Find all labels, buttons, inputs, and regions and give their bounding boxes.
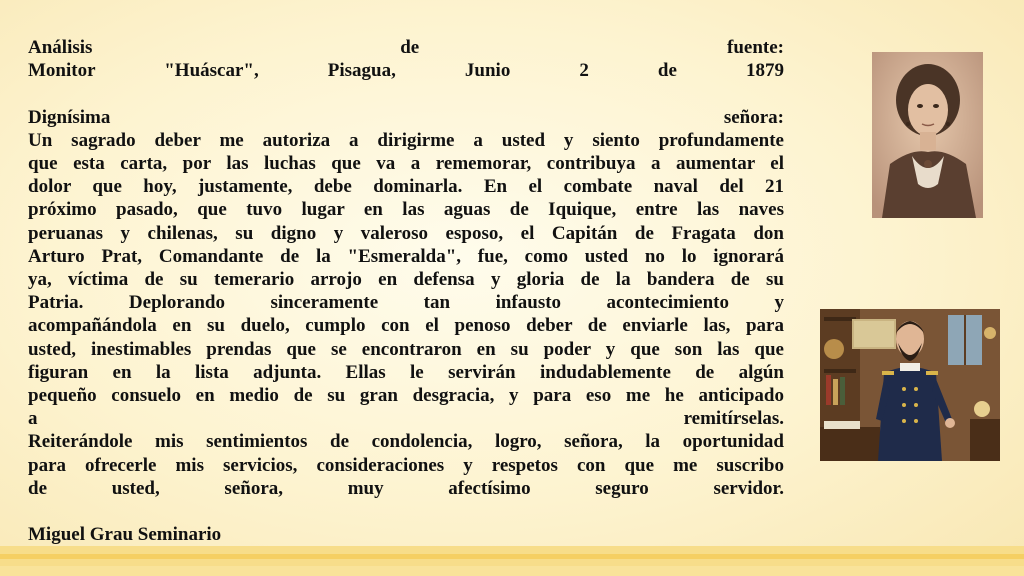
letter-line: Reiterándole mis sentimientos de condolencia, logro, señora, la oportunidad — [28, 431, 784, 453]
letter-line: Un sagrado deber me autoriza a dirigirme a usted y siento profundamente — [28, 129, 784, 151]
spacer — [28, 82, 784, 105]
letter-line: para ofrecerle mis servicios, consideraciones y respetos con que me suscribo — [28, 454, 784, 476]
letter-line: usted, inestimables prendas que se encontraron en su poder y que son las que — [28, 338, 784, 360]
letter-line: pequeño consuelo en medio de su gran desgracia, y para eso me he anticipado — [28, 385, 784, 407]
letter-line: dolor que hoy, justamente, debe dominarla. En el combate naval del 21 — [28, 176, 784, 198]
letter-line: Arturo Prat, Comandante de la "Esmeralda", fue, como usted no lo ignorará — [28, 245, 784, 267]
letter-text-block — [28, 36, 784, 546]
letter-line: acompañándola en su duelo, cumplo con el penoso deber de enviarle las, para — [28, 315, 784, 337]
letter-line: a remitírselas. — [28, 408, 784, 430]
portrait-officer-drawing — [820, 309, 1000, 461]
letter-line: de usted, señora, muy afectísimo seguro servidor. — [28, 477, 784, 499]
footer-band-line — [0, 566, 1024, 576]
letter-line: ya, víctima de su temerario arrojo en defensa y gloria de la bandera de su — [28, 269, 784, 291]
source-heading-line-2: Monitor "Huáscar", Pisagua, Junio 2 de 1879 — [28, 60, 784, 82]
letter-salutation: Dignísima señora: — [28, 106, 784, 128]
letter-line: próximo pasado, que tuvo lugar en las aguas de Iquique, entre las naves — [28, 199, 784, 221]
spacer — [28, 500, 784, 523]
portrait-woman-image — [872, 52, 983, 218]
footer-band-line — [0, 554, 1024, 559]
portrait-officer-image — [820, 309, 1000, 461]
portrait-woman-drawing — [872, 52, 983, 218]
letter-line: que esta carta, por las luchas que va a rememorar, contribuya a aumentar el — [28, 153, 784, 174]
letter-line: peruanas y chilenas, su digno y valeroso esposo, el Capitán de Fragata don — [28, 222, 784, 244]
source-heading-line-1: Análisis de fuente: — [28, 37, 784, 58]
letter-signature: Miguel Grau Seminario — [28, 524, 222, 546]
letter-line: figuran en la lista adjunta. Ellas le servirán indudablemente de algún — [28, 361, 784, 383]
letter-line: Patria. Deplorando sinceramente tan infausto acontecimiento y — [28, 292, 784, 314]
